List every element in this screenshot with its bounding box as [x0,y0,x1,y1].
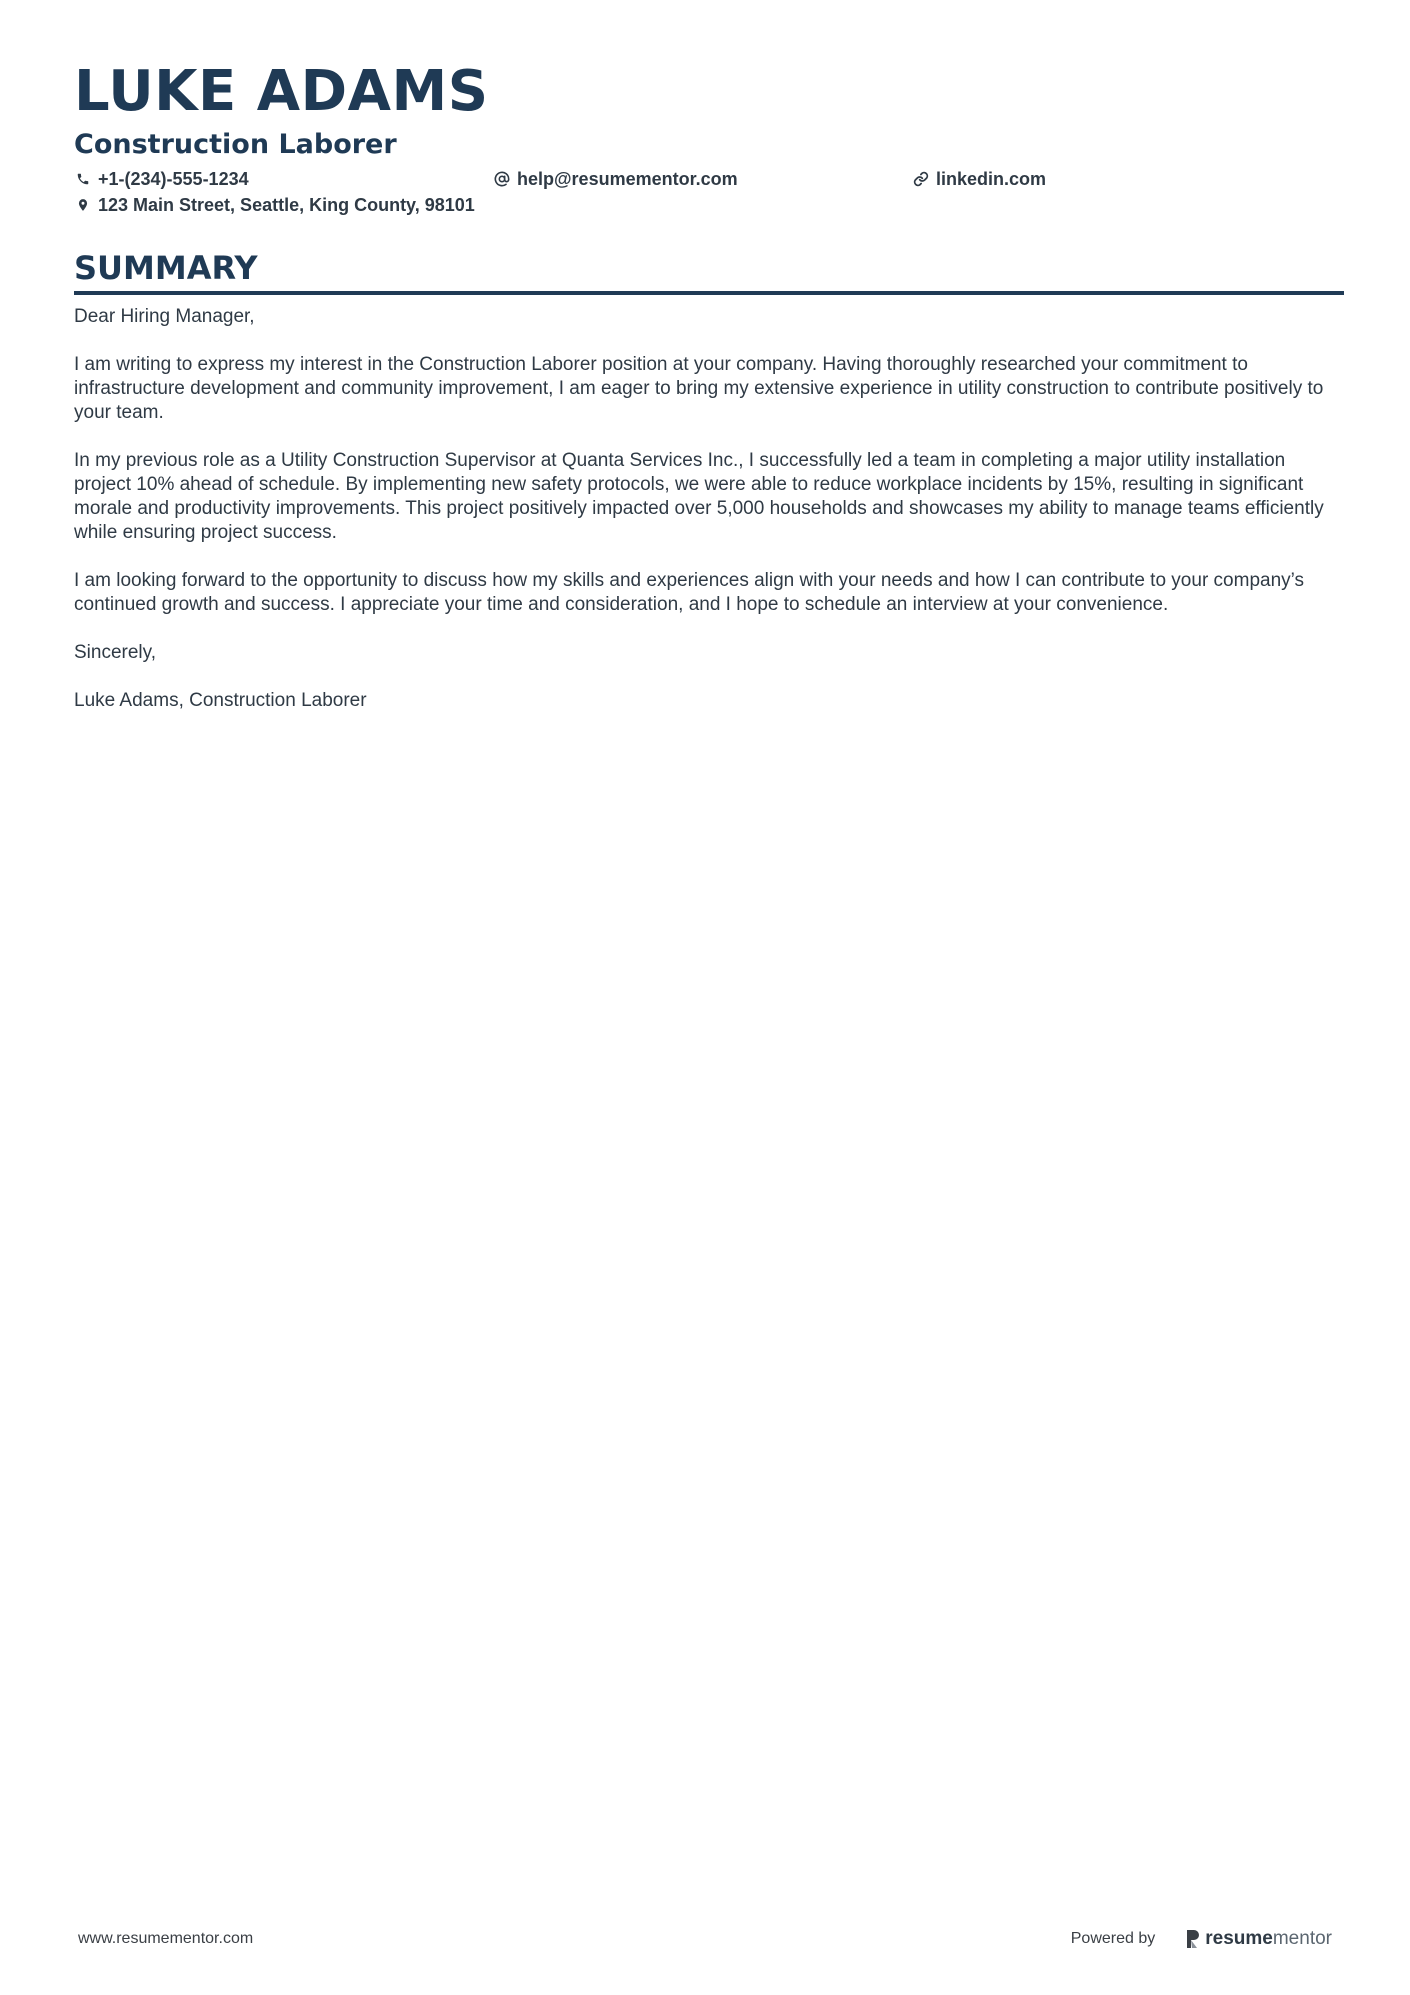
job-title: Construction Laborer [74,129,397,160]
brand-name-part1: resume [1205,1928,1273,1949]
brand-name-part2: mentor [1272,1928,1332,1949]
contact-row-2 [74,192,1344,218]
footer-website-link[interactable]: www.resumementor.com [78,1930,254,1947]
contact-email[interactable] [493,169,912,190]
letter-paragraph: I am looking forward to the opportunity to discuss how my skills and experiences align with your needs and how I can contribute to your company’s continued growth and success. I appreciate your time and consideration, and I hope to schedule an interview at your convenience. [74,570,1305,615]
email-link[interactable]: help@resumementor.com [517,168,738,189]
at-sign-icon [493,170,511,188]
brand-logo-icon [1185,1929,1201,1949]
phone-text: +1-(234)-555-1234 [98,168,249,189]
letter-signature: Luke Adams, Construction Laborer [74,690,367,711]
contact-row-1 [74,166,1344,192]
contact-phone [74,169,493,190]
letter-paragraph: In my previous role as a Utility Construction Supervisor at Quanta Services Inc., I successfully led a team in completing a major utility installation project 10% ahead of schedule. By implementing new safety protocols, we were able to reduce workplace incidents by 15%, resulting in significant morale and productivity improvements. This project positively impacted over 5,000 households and showcases my ability to manage teams efficiently while ensuring project success. [74,450,1324,543]
resumementor-logo[interactable] [1185,1928,1332,1950]
letter-body [74,305,1344,713]
powered-by-label: Powered by [1070,1930,1156,1947]
page-footer [78,1925,1332,1953]
letter-paragraph: I am writing to express my interest in the Construction Laborer position at your company. Having thoroughly researched your commitment to infrastructure development and community improvement, I am eager to bring my extensive experience in utility construction to contribute positively to your team. [74,354,1324,423]
phone-icon [74,170,92,188]
map-pin-icon [74,196,92,214]
letter-greeting: Dear Hiring Manager, [74,306,255,327]
link-icon [912,170,930,188]
contact-address [74,195,475,216]
powered-by [1071,1928,1332,1950]
linkedin-link[interactable]: linkedin.com [936,168,1047,189]
cover-letter-page [74,58,1344,737]
address-text: 123 Main Street, Seattle, King County, 98101 [98,194,475,215]
candidate-name: LUKE ADAMS [74,59,489,124]
section-title-summary: SUMMARY [74,249,258,287]
letter-closing: Sincerely, [74,642,157,663]
section-divider [74,291,1344,295]
contact-linkedin[interactable] [912,169,1046,190]
